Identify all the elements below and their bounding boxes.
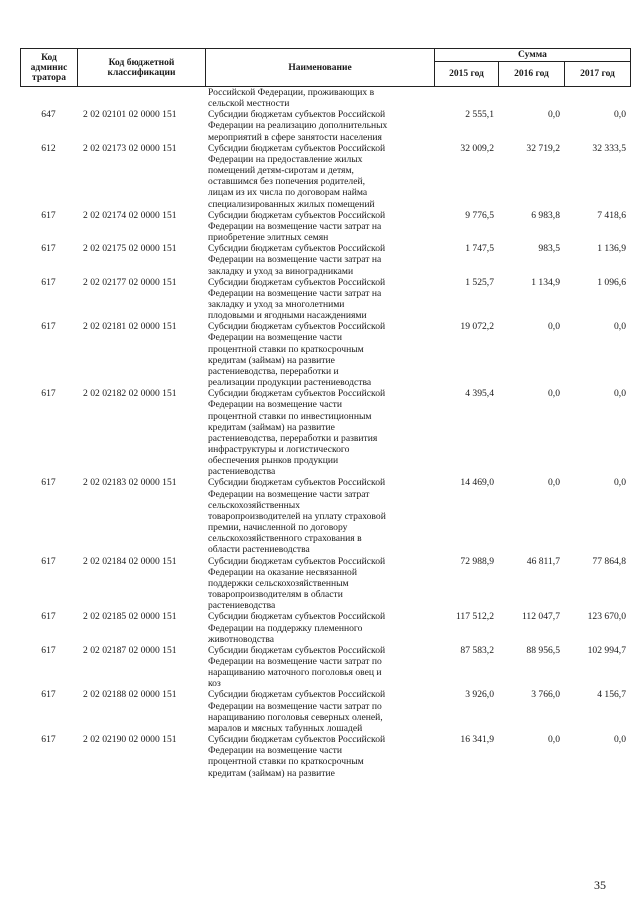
name-cell: Субсидии бюджетам субъектов Российской Федерации на реализацию дополнительных мероприятий в сфере занятости населения [208,109,388,143]
amount-2017-cell: 0,0 [614,321,626,333]
header-name: Наименование [206,49,435,87]
budget-code-cell: 2 02 02187 02 0000 151 [83,644,177,656]
header-budget-code: Код бюджетной классификации [78,49,206,87]
amount-2017-cell: 32 333,5 [592,142,626,154]
budget-code-cell: 2 02 02184 02 0000 151 [83,555,177,567]
table-row [20,689,630,734]
budget-code-cell: 2 02 02175 02 0000 151 [83,243,177,255]
amount-2016-cell: 32 719,2 [526,142,560,154]
admin-code-cell: 617 [41,611,56,623]
amount-2016-cell: 0,0 [548,734,560,746]
table-row [20,556,630,612]
budget-code-cell: 2 02 02188 02 0000 151 [83,689,177,701]
table-row [20,477,630,555]
amount-2016-cell: 112 047,7 [521,611,560,623]
amount-2017-cell: 0,0 [614,734,626,746]
name-cell: Субсидии бюджетам субъектов Российской Федерации на оказание несвязанной поддержки сельскохозяйственным товаропроизводителям в области растениеводства [208,555,386,612]
amount-2015-cell: 16 341,9 [460,734,494,746]
table-row [20,388,630,477]
admin-code-cell: 617 [41,388,56,400]
amount-2016-cell: 983,5 [538,243,560,255]
amount-2016-cell: 1 134,9 [531,276,560,288]
amount-2016-cell: 6 983,8 [531,209,560,221]
amount-2016-cell: 3 766,0 [531,689,560,701]
name-cell: Субсидии бюджетам субъектов Российской Федерации на предоставление жилых помещений детям-сиротам и детям, оставшимся без попечения родителей, лицам из их числа по договорам найма специализированных жилых помещений [208,142,386,210]
table-row [20,143,630,210]
amount-2015-cell: 72 988,9 [460,555,494,567]
header-admin-code: Код админис тратора [21,49,78,87]
name-cell: Субсидии бюджетам субъектов Российской Федерации на возмещение части затрат на закладку и уход за виноградниками [208,243,386,277]
table-row [20,243,630,276]
budget-code-cell: 2 02 02181 02 0000 151 [83,321,177,333]
budget-code-cell: 2 02 02101 02 0000 151 [83,109,177,121]
amount-2017-cell: 1 096,6 [597,276,626,288]
admin-code-cell: 617 [41,209,56,221]
amount-2016-cell: 0,0 [548,477,560,489]
page-number: 35 [594,878,606,892]
name-cell: Субсидии бюджетам субъектов Российской Федерации на возмещение части затрат на закладку и уход за многолетними плодовыми и ягодными насаждениями [208,276,386,322]
name-cell: Субсидии бюджетам субъектов Российской Федерации на возмещение части процентной ставки по краткосрочным кредитам (займам) на развитие [208,734,386,779]
amount-2017-cell: 0,0 [614,388,626,400]
amount-2016-cell: 0,0 [548,109,560,121]
amount-2015-cell: 32 009,2 [460,142,494,154]
continuation-text: Российской Федерации, проживающих в сельской местности [208,87,375,110]
admin-code-cell: 617 [41,734,56,746]
table-row [20,645,630,690]
amount-2015-cell: 2 555,1 [465,109,494,121]
continuation-row [20,87,630,109]
amount-2017-cell: 1 136,9 [597,243,626,255]
table-row [20,611,630,644]
table-row [20,277,630,322]
budget-code-cell: 2 02 02183 02 0000 151 [83,477,177,489]
amount-2016-cell: 88 956,5 [526,644,560,656]
amount-2015-cell: 4 395,4 [465,388,494,400]
amount-2015-cell: 19 072,2 [460,321,494,333]
admin-code-cell: 617 [41,555,56,567]
admin-code-cell: 617 [41,276,56,288]
admin-code-cell: 647 [41,109,56,121]
amount-2015-cell: 87 583,2 [460,644,494,656]
amount-2017-cell: 4 156,7 [597,689,626,701]
name-cell: Субсидии бюджетам субъектов Российской Федерации на возмещение части процентной ставки по инвестиционным кредитам (займам) на развитие растениеводства, переработки и развития инфраструктуры и логистического обеспечения рынков продукции растениеводства [208,388,386,478]
amount-2017-cell: 0,0 [614,477,626,489]
name-cell: Субсидии бюджетам субъектов Российской Федерации на возмещение части затрат по наращиванию поголовья северных оленей, маралов и мясных табунных лошадей [208,689,386,734]
table-row [20,109,630,142]
table-body [20,87,630,779]
budget-code-cell: 2 02 02190 02 0000 151 [83,734,177,746]
budget-code-cell: 2 02 02185 02 0000 151 [83,611,177,623]
name-cell: Субсидии бюджетам субъектов Российской Федерации на возмещение части затрат на приобретение элитных семян [208,209,386,244]
amount-2016-cell: 0,0 [548,388,560,400]
amount-2016-cell: 0,0 [548,321,560,333]
admin-code-cell: 617 [41,689,56,701]
budget-code-cell: 2 02 02173 02 0000 151 [83,142,177,154]
table-row [20,734,630,779]
table-row [20,321,630,388]
admin-code-cell: 617 [41,477,56,489]
name-cell: Субсидии бюджетам субъектов Российской Федерации на возмещение части процентной ставки по краткосрочным кредитам (займам) на развитие растениеводства, переработки и реализации продукции растениеводства [208,321,386,389]
name-cell: Субсидии бюджетам субъектов Российской Федерации на поддержку племенного животноводства [208,611,386,645]
amount-2017-cell: 77 864,8 [592,555,626,567]
amount-2015-cell: 3 926,0 [465,689,494,701]
budget-code-cell: 2 02 02182 02 0000 151 [83,388,177,400]
amount-2015-cell: 117 512,2 [455,611,494,623]
table-row [20,210,630,243]
amount-2017-cell: 7 418,6 [597,209,626,221]
amount-2016-cell: 46 811,7 [526,555,560,567]
header-year-2017: 2017 год [565,62,631,87]
header-sum: Сумма [435,49,631,62]
name-cell: Субсидии бюджетам субъектов Российской Федерации на возмещение части затрат сельскохозяйственных товаропроизводителей на уплату страховой премии, начисленной по договору сельскохозяйственного страхования в области растениеводства [208,477,386,556]
amount-2015-cell: 1 525,7 [465,276,494,288]
admin-code-cell: 617 [41,321,56,333]
admin-code-cell: 617 [41,644,56,656]
amount-2017-cell: 102 994,7 [587,644,626,656]
amount-2015-cell: 9 776,5 [465,209,494,221]
table-header [20,48,631,87]
amount-2017-cell: 123 670,0 [587,611,626,623]
amount-2015-cell: 1 747,5 [465,243,494,255]
amount-2015-cell: 14 469,0 [460,477,494,489]
budget-code-cell: 2 02 02174 02 0000 151 [83,209,177,221]
admin-code-cell: 617 [41,243,56,255]
header-year-2016: 2016 год [499,62,565,87]
amount-2017-cell: 0,0 [614,109,626,121]
budget-code-cell: 2 02 02177 02 0000 151 [83,276,177,288]
admin-code-cell: 612 [41,142,56,154]
header-year-2015: 2015 год [435,62,499,87]
name-cell: Субсидии бюджетам субъектов Российской Федерации на возмещение части затрат по наращиванию маточного поголовья овец и коз [208,644,386,690]
